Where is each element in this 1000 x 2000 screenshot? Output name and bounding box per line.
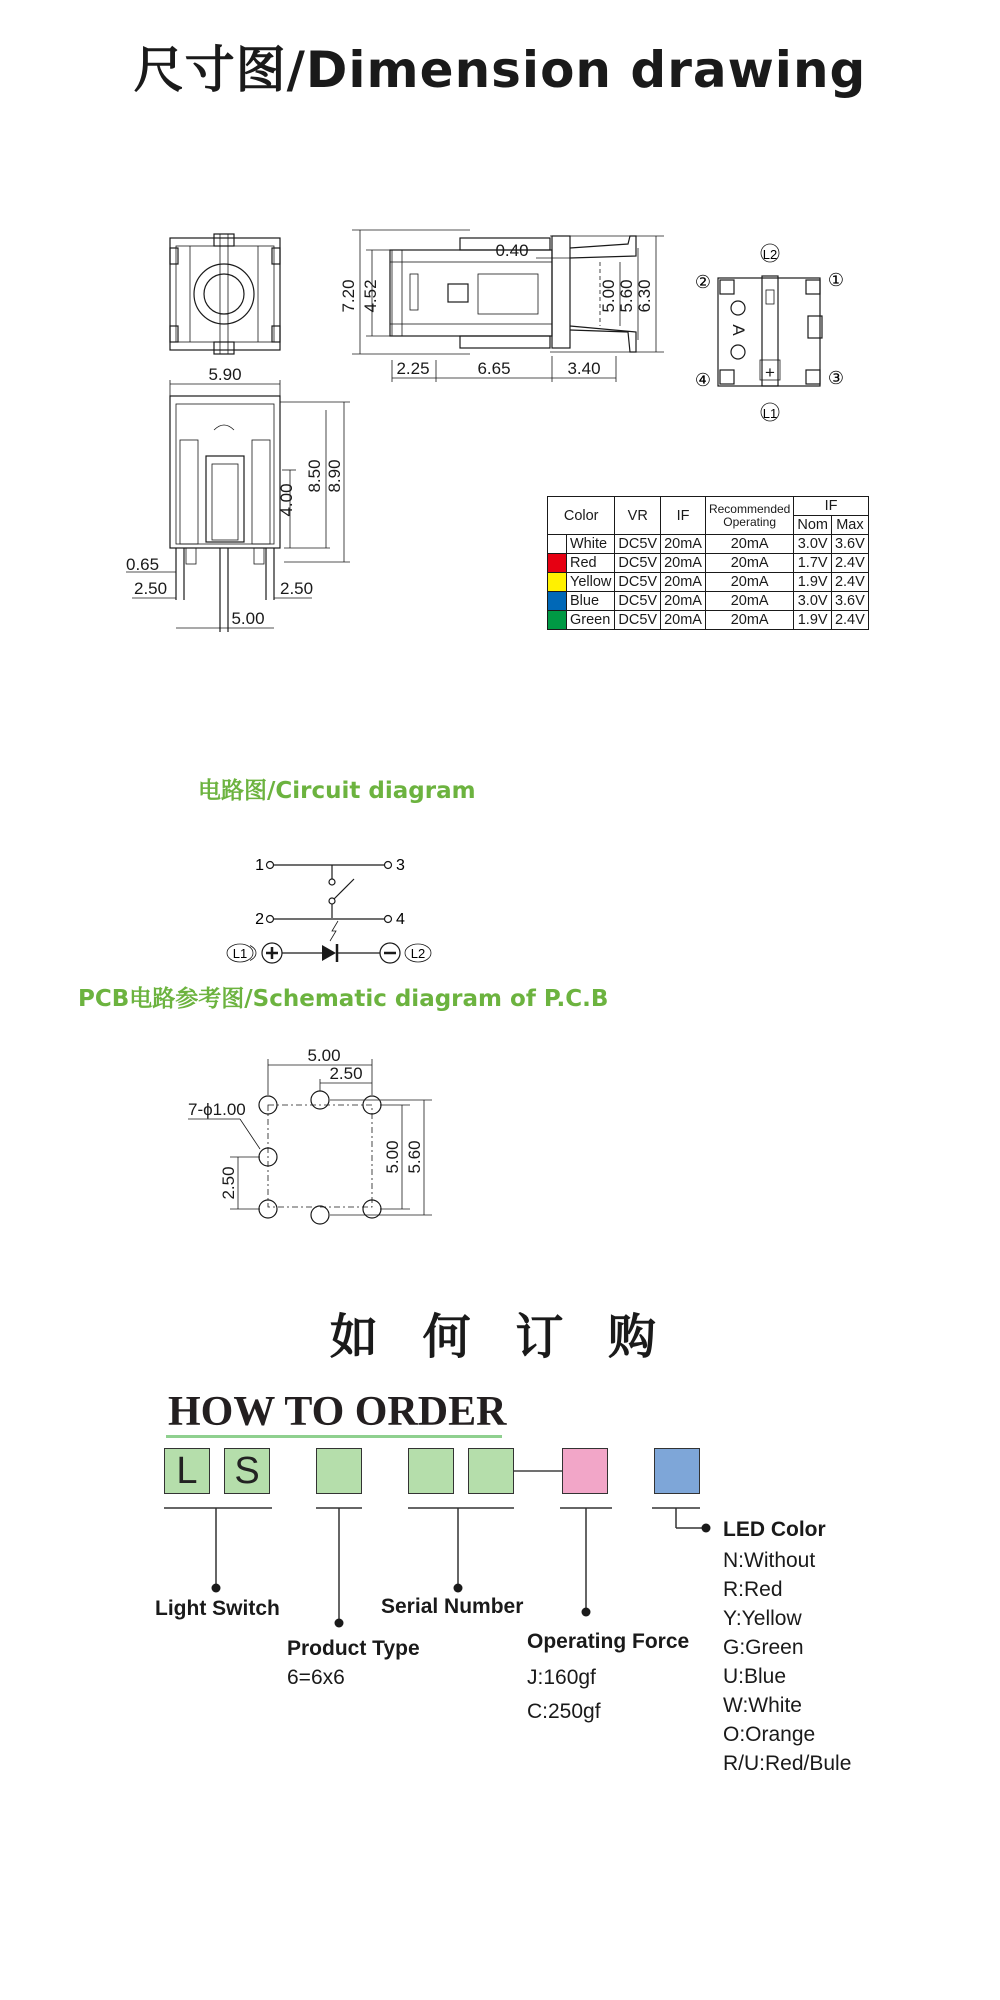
label-product-type-value: 6=6x6 bbox=[287, 1666, 345, 1689]
led-spec-table bbox=[547, 496, 869, 630]
cell-vr: DC5V bbox=[615, 611, 661, 630]
pcb-dim-2-50-top: 2.50 bbox=[329, 1064, 363, 1083]
pcb-hole-spec: 7-ϕ1.00 bbox=[188, 1100, 246, 1119]
cell-vr: DC5V bbox=[615, 535, 661, 554]
marker-2: ② bbox=[694, 272, 712, 292]
pcb-dim-5-00-right: 5.00 bbox=[383, 1140, 402, 1174]
circuit-diagram bbox=[250, 845, 450, 970]
pin-1: 1 bbox=[255, 857, 264, 874]
pcb-dim-5-00-top: 5.00 bbox=[307, 1046, 341, 1065]
dim-5-00-bottom: 5.00 bbox=[231, 609, 265, 628]
cell-nom: 1.9V bbox=[794, 573, 832, 592]
color-option: U:Blue bbox=[723, 1665, 787, 1688]
header-if: IF bbox=[661, 497, 706, 535]
label-led-color: LED Color bbox=[723, 1518, 826, 1541]
cell-name: Green bbox=[567, 611, 615, 630]
cell-if: 20mA bbox=[661, 592, 706, 611]
dim-8-90: 8.90 bbox=[325, 459, 344, 493]
cell-max: 2.4V bbox=[831, 554, 868, 573]
cell-rec: 20mA bbox=[705, 554, 793, 573]
header-vr: VR bbox=[615, 497, 661, 535]
cell-rec: 20mA bbox=[705, 611, 793, 630]
order-title-cn: 如 何 订 购 bbox=[329, 1309, 671, 1365]
header-nom: Nom bbox=[794, 516, 832, 535]
cell-nom: 1.9V bbox=[794, 611, 832, 630]
header-if-group: IF bbox=[794, 497, 868, 516]
switch-top-view bbox=[170, 234, 280, 354]
force-option-1: J:160gf bbox=[527, 1666, 596, 1689]
label-light-switch: Light Switch bbox=[155, 1597, 280, 1620]
dim-2-25: 2.25 bbox=[396, 359, 430, 378]
color-swatch bbox=[548, 592, 567, 611]
color-swatch bbox=[548, 535, 567, 554]
dim-0-65: 0.65 bbox=[126, 555, 160, 574]
cell-if: 20mA bbox=[661, 535, 706, 554]
color-option: R/U:Red/Bule bbox=[723, 1752, 852, 1775]
header-max: Max bbox=[831, 516, 868, 535]
pcb-dim-2-50-left: 2.50 bbox=[219, 1166, 238, 1200]
order-underline bbox=[166, 1435, 502, 1438]
cell-name: White bbox=[567, 535, 615, 554]
marker-l1: L1 bbox=[762, 406, 778, 421]
cell-vr: DC5V bbox=[615, 573, 661, 592]
led-row bbox=[548, 611, 869, 630]
cell-name: Red bbox=[567, 554, 615, 573]
cell-max: 3.6V bbox=[831, 535, 868, 554]
cell-name: Yellow bbox=[567, 573, 615, 592]
dim-6-30: 6.30 bbox=[635, 279, 654, 313]
pin-4: 4 bbox=[396, 911, 405, 928]
led-row bbox=[548, 573, 869, 592]
dim-6-65: 6.65 bbox=[477, 359, 511, 378]
cell-max: 3.6V bbox=[831, 592, 868, 611]
color-option: R:Red bbox=[723, 1578, 783, 1601]
dim-5-00: 5.00 bbox=[599, 279, 618, 313]
dim-0-40: 0.40 bbox=[495, 241, 529, 260]
color-option: W:White bbox=[723, 1694, 802, 1717]
marker-1: ① bbox=[827, 270, 845, 290]
led-color-options bbox=[723, 1546, 851, 1778]
cell-vr: DC5V bbox=[615, 554, 661, 573]
dim-5-60: 5.60 bbox=[617, 279, 636, 313]
dim-5-90: 5.90 bbox=[208, 365, 242, 384]
cell-rec: 20mA bbox=[705, 592, 793, 611]
order-title-en: HOW TO ORDER bbox=[168, 1389, 507, 1435]
cell-rec: 20mA bbox=[705, 573, 793, 592]
cell-nom: 3.0V bbox=[794, 592, 832, 611]
dim-8-50: 8.50 bbox=[305, 459, 324, 493]
cell-if: 20mA bbox=[661, 554, 706, 573]
dim-2-50-left: 2.50 bbox=[134, 579, 168, 598]
color-option: N:Without bbox=[723, 1549, 816, 1572]
switch-pin-view bbox=[695, 244, 844, 421]
led-label-l1: L1 bbox=[232, 946, 248, 961]
label-product-type: Product Type bbox=[287, 1637, 420, 1660]
product-type-dot bbox=[334, 1618, 346, 1630]
led-row bbox=[548, 592, 869, 611]
body-letter: A bbox=[729, 324, 748, 336]
dim-7-20: 7.20 bbox=[339, 279, 358, 313]
marker-3: ③ bbox=[827, 368, 845, 388]
cell-nom: 1.7V bbox=[794, 554, 832, 573]
code-box-1: L bbox=[164, 1448, 210, 1494]
marker-l2: L2 bbox=[762, 247, 778, 262]
dim-4-00: 4.00 bbox=[277, 483, 296, 517]
dim-2-50-right: 2.50 bbox=[280, 579, 314, 598]
page-title: 尺寸图/Dimension drawing bbox=[133, 41, 867, 99]
label-operating-force: Operating Force bbox=[527, 1630, 690, 1653]
switch-front-view bbox=[126, 365, 350, 632]
color-swatch bbox=[548, 611, 567, 630]
color-option: G:Green bbox=[723, 1636, 804, 1659]
switch-side-view bbox=[339, 230, 664, 382]
dim-3-40: 3.40 bbox=[567, 359, 601, 378]
led-row bbox=[548, 554, 869, 573]
plus-mark: + bbox=[765, 363, 775, 382]
color-swatch bbox=[548, 573, 567, 592]
color-option: O:Orange bbox=[723, 1723, 816, 1746]
color-swatch bbox=[548, 554, 567, 573]
pin-3: 3 bbox=[396, 857, 405, 874]
circuit-title: 电路图/Circuit diagram bbox=[198, 778, 476, 804]
cell-max: 2.4V bbox=[831, 573, 868, 592]
cell-if: 20mA bbox=[661, 611, 706, 630]
cell-if: 20mA bbox=[661, 573, 706, 592]
color-option: Y:Yellow bbox=[723, 1607, 802, 1630]
dim-4-52: 4.52 bbox=[361, 279, 380, 313]
cell-nom: 3.0V bbox=[794, 535, 832, 554]
led-row bbox=[548, 535, 869, 554]
cell-rec: 20mA bbox=[705, 535, 793, 554]
pcb-dim-5-60: 5.60 bbox=[405, 1140, 424, 1174]
code-box-2: S bbox=[224, 1448, 270, 1494]
cell-max: 2.4V bbox=[831, 611, 868, 630]
label-serial-number: Serial Number bbox=[381, 1595, 524, 1618]
led-label-l2: L2 bbox=[410, 946, 426, 961]
cell-vr: DC5V bbox=[615, 592, 661, 611]
header-color: Color bbox=[548, 497, 615, 535]
led-label-l1-ring bbox=[225, 943, 255, 965]
marker-4: ④ bbox=[694, 370, 712, 390]
force-option-2: C:250gf bbox=[527, 1700, 601, 1723]
header-recommended: Recommended Operating bbox=[705, 497, 793, 535]
pcb-title: PCB电路参考图/Schematic diagram of P.C.B bbox=[78, 986, 609, 1012]
pin-2: 2 bbox=[255, 911, 264, 928]
pcb-diagram bbox=[180, 1045, 450, 1245]
cell-name: Blue bbox=[567, 592, 615, 611]
